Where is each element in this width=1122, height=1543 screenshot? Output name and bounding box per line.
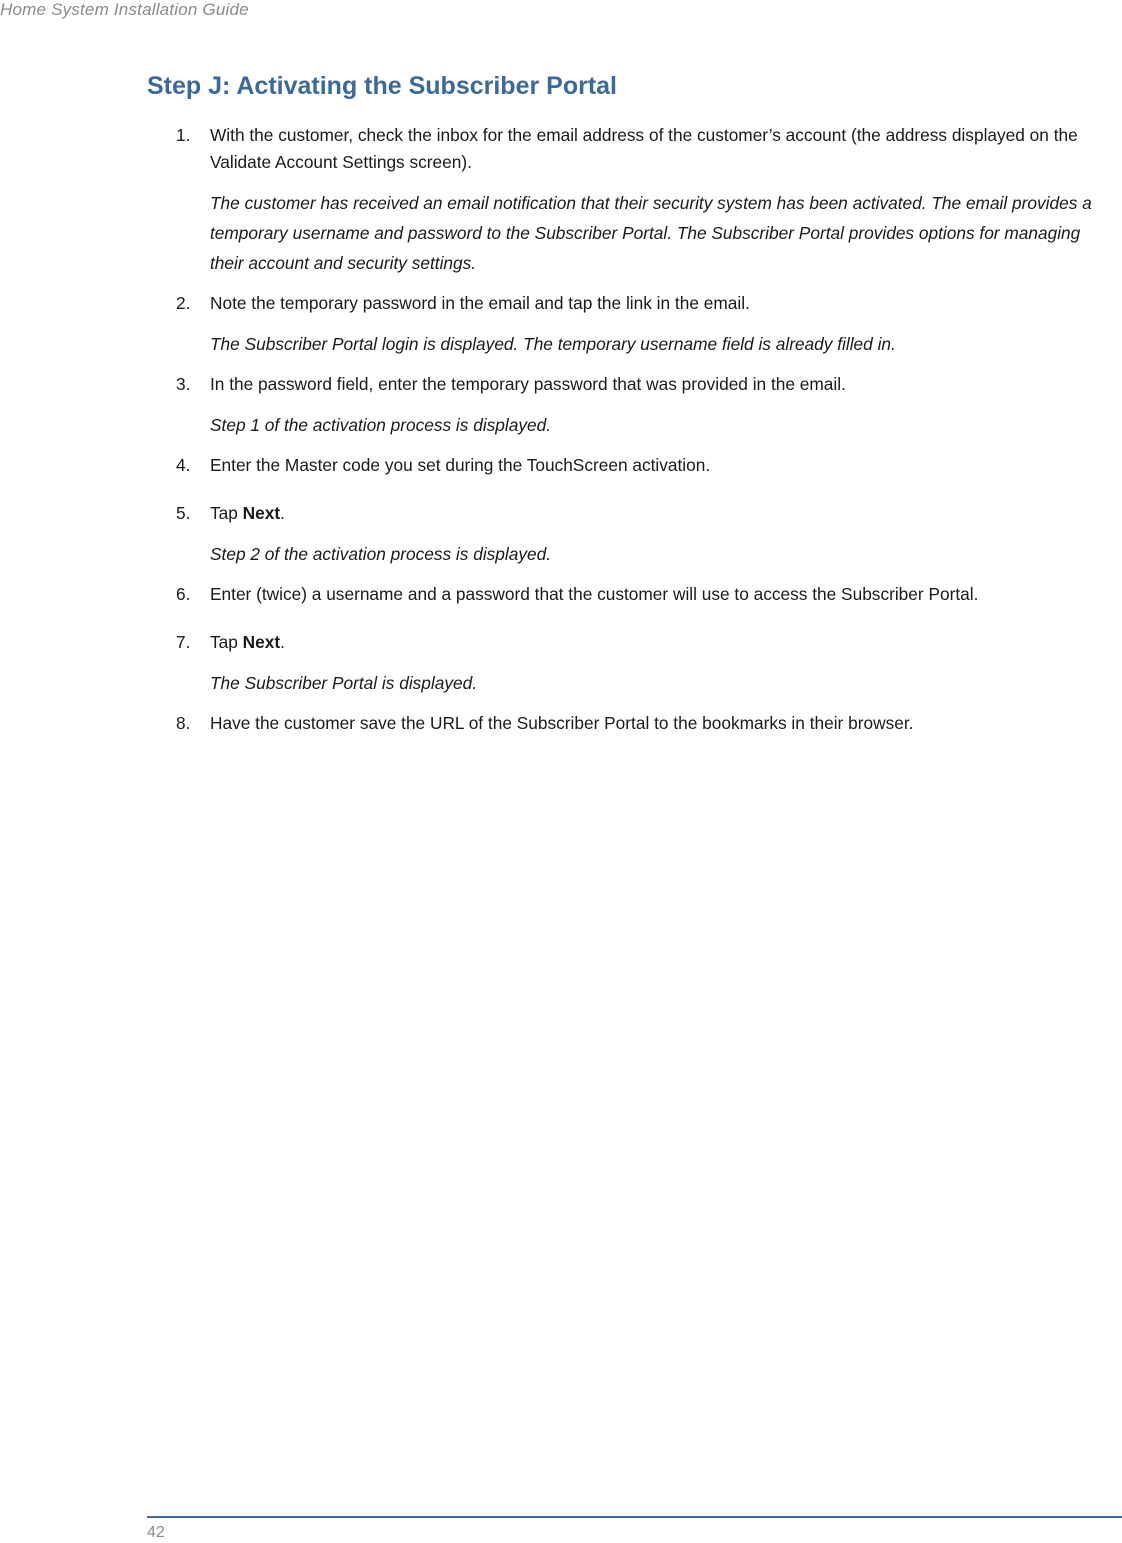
step-item — [176, 290, 1116, 359]
step-text — [210, 629, 1116, 656]
step-text: Enter the Master code you set during the TouchScreen activation. — [210, 455, 711, 475]
step-number: 4. — [176, 455, 191, 475]
running-header: Home System Installation Guide — [0, 0, 249, 19]
step-text: Enter (twice) a username and a password that the customer will use to access the Subscriber Portal. — [210, 584, 979, 604]
step-result: The Subscriber Portal login is displayed. The temporary username field is already filled in. — [210, 334, 896, 354]
step-result: Step 2 of the activation process is displayed. — [210, 544, 552, 564]
step-item — [176, 710, 1116, 737]
step-text-prefix: Tap — [210, 503, 243, 523]
page-number: 42 — [147, 1524, 165, 1541]
step-number: 1. — [176, 125, 191, 145]
step-text: Have the customer save the URL of the Subscriber Portal to the bookmarks in their browser. — [210, 713, 914, 733]
step-text — [210, 500, 1116, 527]
step-text: With the customer, check the inbox for the email address of the customer’s account (the address displayed on the Validate Account Settings screen). — [210, 125, 1078, 172]
next-label: Next — [242, 503, 281, 523]
step-number: 3. — [176, 374, 191, 394]
step-text: Note the temporary password in the email and tap the link in the email. — [210, 293, 750, 313]
step-number: 6. — [176, 584, 191, 604]
step-item — [176, 371, 1116, 440]
step-result: Step 1 of the activation process is displayed. — [210, 415, 552, 435]
step-number: 8. — [176, 713, 191, 733]
next-label: Next — [242, 632, 281, 652]
step-number: 5. — [176, 503, 191, 523]
step-item — [176, 452, 1116, 479]
step-item — [176, 500, 1116, 569]
step-result: The customer has received an email notification that their security system has been activated. The email provides a temporary username and password to the Subscriber Portal. The Subscriber Portal provides options for managing their account and security settings. — [210, 193, 1092, 273]
step-item — [176, 581, 1116, 608]
step-text-suffix: . — [280, 503, 285, 523]
step-result: The Subscriber Portal is displayed. — [210, 673, 478, 693]
step-number: 2. — [176, 293, 191, 313]
section-title: Step J: Activating the Subscriber Portal — [147, 72, 618, 100]
step-text-suffix: . — [280, 632, 285, 652]
step-text: In the password field, enter the temporary password that was provided in the email. — [210, 374, 846, 394]
footer-divider — [147, 1516, 1122, 1518]
step-item — [176, 629, 1116, 698]
step-item — [176, 122, 1116, 278]
step-number: 7. — [176, 632, 191, 652]
step-text-prefix: Tap — [210, 632, 243, 652]
step-list — [176, 122, 1116, 737]
